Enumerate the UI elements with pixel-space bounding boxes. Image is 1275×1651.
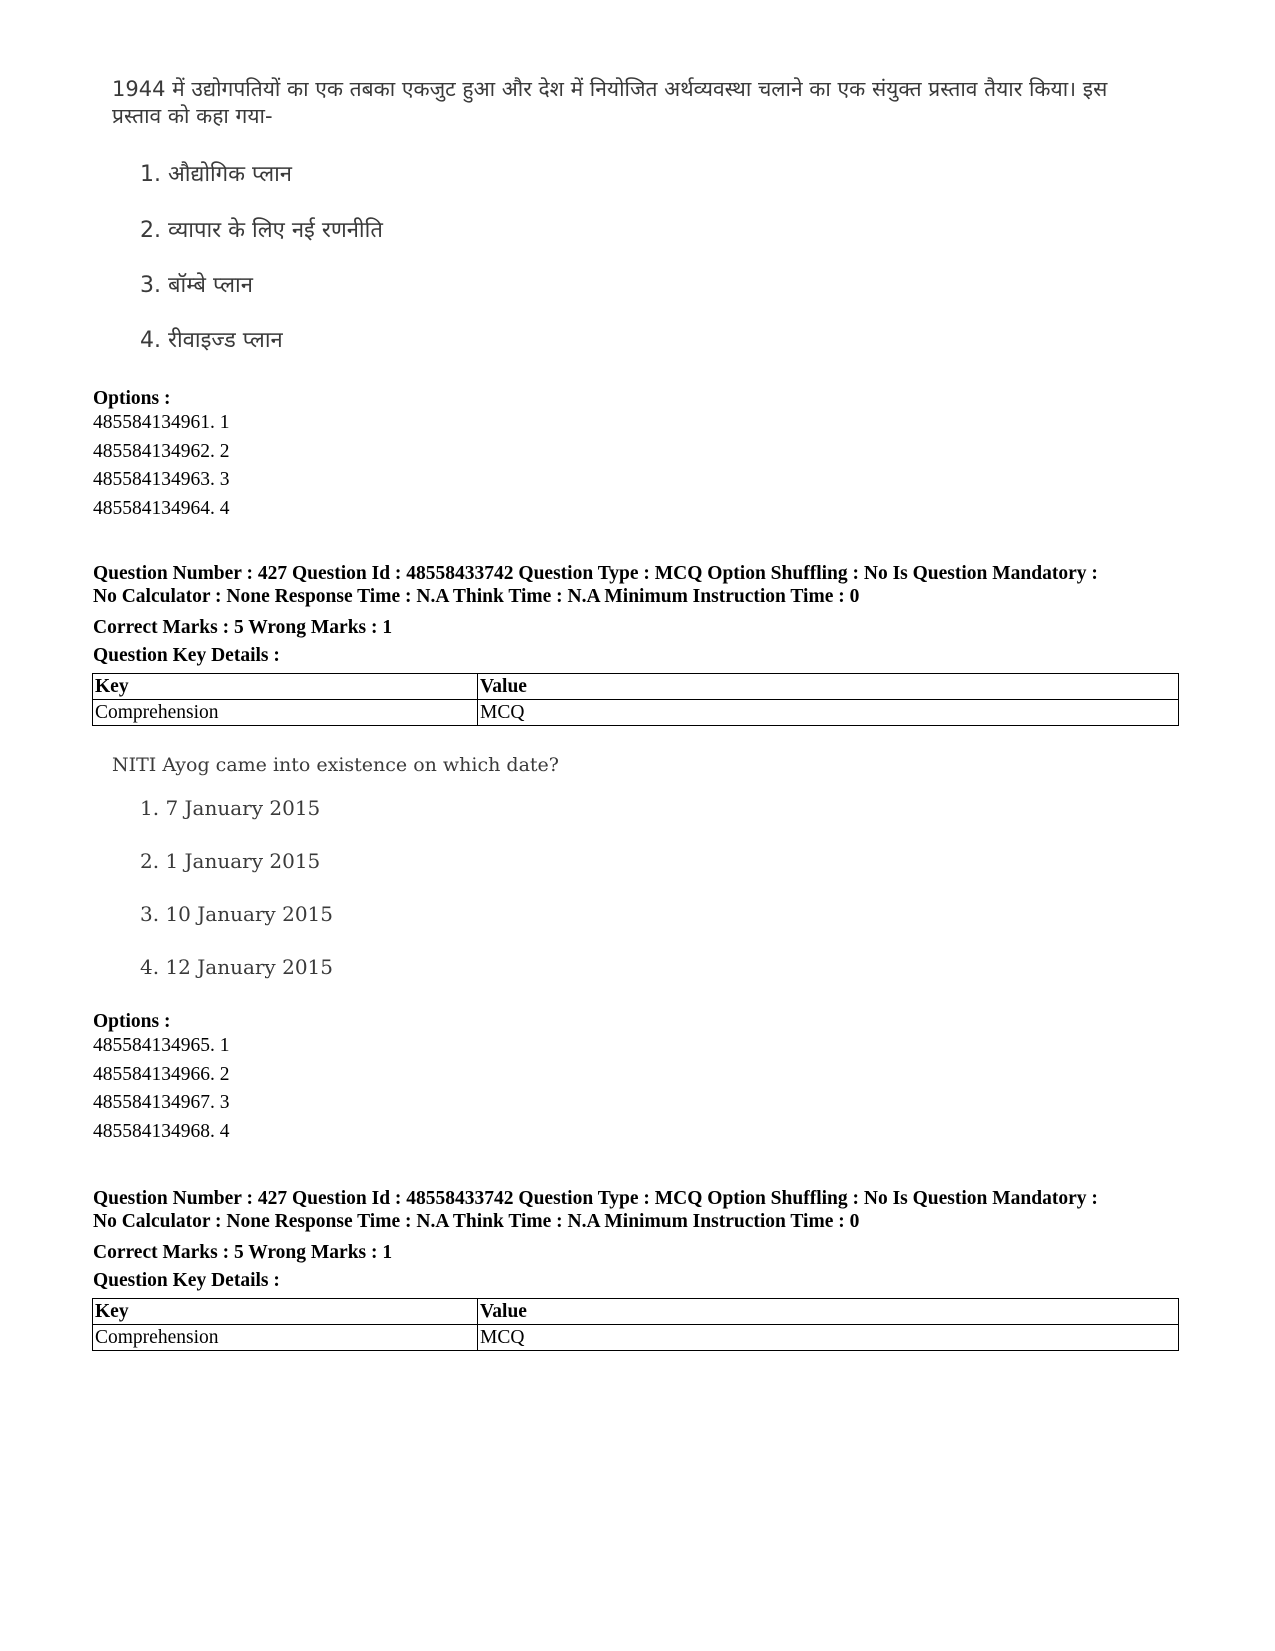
options-list	[93, 1032, 230, 1146]
question-meta-line: No Calculator : None Response Time : N.A Think Time : N.A Minimum Instruction Time : 0	[93, 586, 860, 607]
choice-item: 2. व्यापार के लिए नई रणनीति	[140, 218, 383, 243]
option-item: 485584134963. 3	[93, 469, 230, 490]
choice-item: 1. औद्योगिक प्लान	[140, 162, 293, 187]
question-meta-line: No Calculator : None Response Time : N.A Think Time : N.A Minimum Instruction Time : 0	[93, 1211, 860, 1232]
option-item: 485584134965. 1	[93, 1035, 230, 1056]
question-metadata	[93, 562, 1193, 608]
marks-line: Correct Marks : 5 Wrong Marks : 1	[93, 1242, 393, 1263]
table-header-row	[93, 1299, 1179, 1325]
choice-item: 3. बॉम्बे प्लान	[140, 273, 253, 298]
table-cell: Comprehension	[93, 1325, 478, 1351]
options-heading: Options :	[93, 1011, 171, 1032]
options-list	[93, 409, 230, 523]
option-item: 485584134964. 4	[93, 497, 230, 519]
marks-line: Correct Marks : 5 Wrong Marks : 1	[93, 617, 393, 638]
question-b-text: NITI Ayog came into existence on which date?	[112, 754, 559, 776]
table-row	[93, 1325, 1179, 1351]
table-cell: Comprehension	[93, 700, 478, 726]
table-header-cell: Key	[93, 674, 478, 700]
choice-item: 3. 10 January 2015	[140, 902, 333, 926]
table-cell: MCQ	[478, 700, 1179, 726]
choice-item: 4. 12 January 2015	[140, 955, 333, 979]
question-metadata	[93, 1187, 1193, 1233]
option-item: 485584134967. 3	[93, 1092, 230, 1113]
table-row	[93, 700, 1179, 726]
options-heading: Options :	[93, 388, 171, 409]
table-header-cell: Value	[478, 1299, 1179, 1325]
choice-item: 4. रीवाइज्ड प्लान	[140, 328, 283, 353]
table-cell: MCQ	[478, 1325, 1179, 1351]
question-a-text: 1944 में उद्योगपतियों का एक तबका एकजुट हुआ और देश में नियोजित अर्थव्यवस्था चलाने का एक संयुक्त प्रस्ताव तैयार किया। इस प्रस्ताव को कहा गया-	[112, 77, 1108, 128]
question-meta-line: Question Number : 427 Question Id : 48558433742 Question Type : MCQ Option Shuffling : No Is Question Mandatory :	[93, 1188, 1098, 1209]
choice-item: 2. 1 January 2015	[140, 849, 321, 873]
table-header-cell: Value	[478, 674, 1179, 700]
option-item: 485584134968. 4	[93, 1120, 230, 1142]
question-key-table	[92, 673, 1179, 726]
option-item: 485584134966. 2	[93, 1063, 230, 1085]
option-item: 485584134961. 1	[93, 412, 230, 433]
key-details-heading: Question Key Details :	[93, 1270, 280, 1291]
option-item: 485584134962. 2	[93, 440, 230, 462]
choice-item: 1. 7 January 2015	[140, 796, 321, 820]
question-meta-line: Question Number : 427 Question Id : 48558433742 Question Type : MCQ Option Shuffling : No Is Question Mandatory :	[93, 563, 1098, 584]
question-a-image	[112, 76, 1132, 130]
table-header-row	[93, 674, 1179, 700]
table-header-cell: Key	[93, 1299, 478, 1325]
question-key-table	[92, 1298, 1179, 1351]
key-details-heading: Question Key Details :	[93, 645, 280, 666]
